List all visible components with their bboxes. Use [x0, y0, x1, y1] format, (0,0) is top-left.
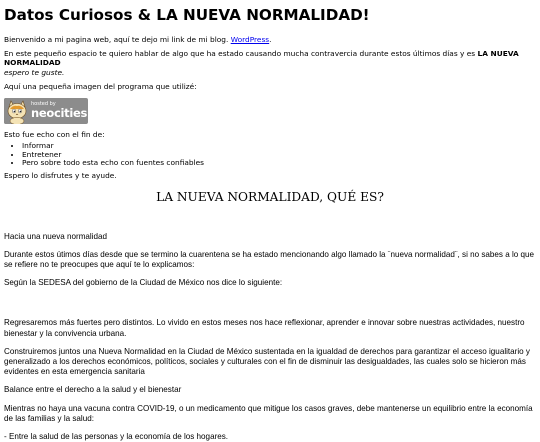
hosted-by-text: hosted by: [31, 101, 56, 108]
body-paragraph-2: Durante estos útimos días desde que se termino la cuarentena se ha estado mencionando algo llamado la ¨nueva normalidad¨, si no sabes a lo que se refiere no te preocupes que aquí te lo explicamos:: [4, 249, 535, 270]
purpose-item-inform: • Informar: [22, 142, 536, 150]
neocities-cat-icon: [4, 98, 30, 124]
page-title: Datos Curiosos & LA NUEVA NORMALIDAD!: [4, 6, 370, 24]
description-paragraph: [4, 49, 536, 77]
body-paragraph-4: Regresaremos más fuertes pero distintos. Lo vivido en estos meses nos hace reflexionar, aprender e innovar sobre nuestras actividades, nuestro bienestar y la convivencia urbana.: [4, 318, 525, 338]
section-title: LA NUEVA NORMALIDAD, QUÉ ES?: [156, 189, 384, 204]
intro-text: Bienvenido a mi pagina web, aquí te dejo mi link de mi blog.: [4, 35, 231, 44]
description-italic: espero te guste.: [4, 67, 65, 77]
neocities-text: neocities: [31, 106, 88, 121]
purpose-item-entertain: • Entretener: [22, 151, 536, 159]
purpose-list: [4, 142, 536, 167]
body-spacer: [4, 296, 536, 318]
neocities-logo-text: [30, 102, 87, 120]
intro-after-link: .: [269, 35, 272, 44]
image-caption: Aquí una pequeña imagen del programa que utilizé:: [4, 81, 197, 91]
purpose-intro: Esto fue echo con el fin de:: [4, 130, 105, 140]
neocities-logo[interactable]: [4, 98, 88, 124]
intro-paragraph: [4, 35, 536, 44]
body-paragraph-5: Construiremos juntos una Nueva Normalidad en la Ciudad de México sustentada en la igualdad de derechos para garantizar el acceso igualitario y generalizado a los derechos económicos, políticos, sociales y culturales con el fin de disminuir las desigualdades, las cuales solo se hicieron más evidentes en esta emergencia sanitaria: [4, 346, 530, 377]
description-text: En este pequeño espacio te quiero hablar de algo que ha estado causando mucha contravercia durante estos últimos días y es: [4, 49, 478, 59]
wordpress-link[interactable]: WordPress: [230, 35, 270, 44]
description-bold: LA NUEVA NORMALIDAD: [4, 49, 519, 68]
closing-text: Espero lo disfrutes y te ayude.: [4, 171, 117, 181]
body-paragraph-7: Mientras no haya una vacuna contra COVID-19, o un medicamento que mitigue los casos graves, debe mantenerse un equilibrio entre la economía de las familias y la salud:: [4, 403, 533, 423]
body-paragraph-6: Balance entre el derecho a la salud y el bienestar: [4, 385, 182, 395]
body-paragraph-1: Hacia una nueva normalidad: [4, 231, 108, 241]
body-paragraph-8: - Entre la salud de las personas y la economía de los hogares.: [4, 432, 229, 442]
purpose-item-reliable: • Pero sobre todo esta echo con fuentes confiables: [22, 159, 536, 167]
body-paragraph-3: Según la SEDESA del gobierno de la Ciudad de México nos dice lo siguiente:: [4, 278, 283, 288]
